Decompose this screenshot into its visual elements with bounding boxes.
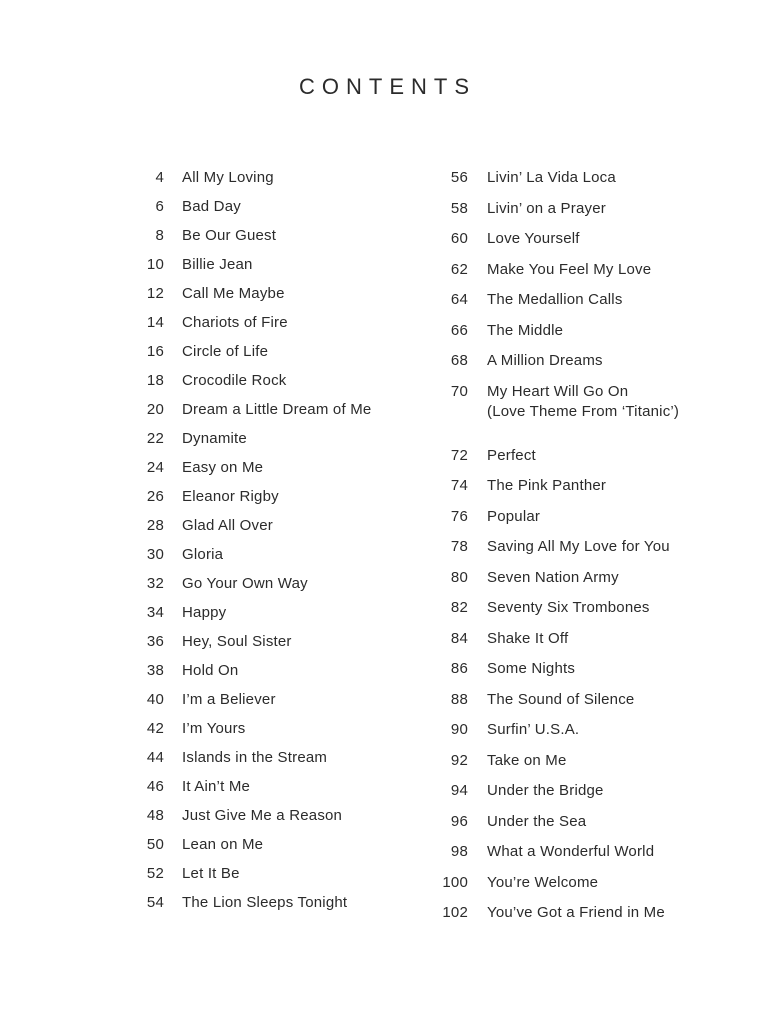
page-title: CONTENTS bbox=[299, 74, 476, 99]
page-number: 22 bbox=[146, 430, 164, 447]
toc-entry bbox=[422, 476, 722, 496]
song-title-text: Dream a Little Dream of Me bbox=[182, 401, 372, 418]
song-title-text: What a Wonderful World bbox=[487, 843, 655, 860]
page-number: 64 bbox=[450, 291, 468, 308]
toc-entry bbox=[126, 777, 406, 797]
toc-entry bbox=[126, 487, 406, 507]
page-number: 34 bbox=[146, 604, 164, 621]
toc-entry bbox=[422, 229, 722, 249]
song-title bbox=[164, 255, 406, 275]
song-title-text: Popular bbox=[487, 507, 541, 525]
page-number: 18 bbox=[146, 372, 164, 389]
toc-entry bbox=[422, 629, 722, 649]
song-title-text: Glad All Over bbox=[182, 517, 273, 534]
song-title bbox=[468, 568, 722, 588]
song-title bbox=[468, 903, 722, 923]
song-title bbox=[468, 351, 722, 371]
toc-entry bbox=[422, 199, 722, 219]
song-title-text: Gloria bbox=[182, 546, 224, 563]
page-number: 52 bbox=[146, 865, 164, 882]
toc-entry bbox=[422, 290, 722, 310]
page-number: 80 bbox=[450, 568, 468, 586]
page-number: 44 bbox=[146, 749, 164, 766]
toc-entry bbox=[422, 598, 722, 618]
song-title-text: I’m a Believer bbox=[182, 691, 276, 708]
song-title bbox=[164, 748, 406, 768]
song-title bbox=[164, 777, 406, 797]
song-title-text: Easy on Me bbox=[182, 459, 264, 476]
toc-entry bbox=[422, 781, 722, 801]
song-title bbox=[164, 545, 406, 565]
toc-entry bbox=[126, 719, 406, 739]
toc-entry bbox=[126, 284, 406, 304]
song-title-text: I’m Yours bbox=[182, 720, 246, 737]
page-number: 14 bbox=[146, 314, 164, 331]
toc-entry bbox=[126, 893, 406, 913]
song-title bbox=[468, 751, 722, 771]
toc-entry bbox=[422, 873, 722, 893]
song-title bbox=[164, 168, 406, 188]
toc-entry bbox=[422, 260, 722, 280]
toc-entry bbox=[126, 458, 406, 478]
song-title-text: The Pink Panther bbox=[487, 477, 607, 494]
page-number: 36 bbox=[146, 633, 164, 650]
song-title bbox=[468, 812, 722, 832]
page-number: 10 bbox=[146, 256, 164, 273]
page-number: 102 bbox=[442, 904, 468, 921]
song-title-text: Let It Be bbox=[182, 865, 240, 882]
song-title-text: Surfin’ U.S.A. bbox=[487, 721, 580, 738]
song-title bbox=[164, 342, 406, 362]
song-title bbox=[468, 476, 722, 496]
page-number: 84 bbox=[450, 629, 468, 647]
toc-entry bbox=[422, 903, 722, 923]
song-title-text: Perfect bbox=[487, 446, 536, 464]
song-title bbox=[164, 371, 406, 391]
song-title-text: Circle of Life bbox=[182, 343, 269, 360]
toc-entry bbox=[126, 574, 406, 594]
song-title bbox=[164, 197, 406, 217]
toc-entry bbox=[126, 313, 406, 333]
song-title-text: Go Your Own Way bbox=[182, 575, 308, 592]
toc-entry bbox=[422, 446, 722, 466]
toc-entry bbox=[422, 321, 722, 341]
page-number: 76 bbox=[450, 507, 468, 525]
song-title-text: Livin’ La Vida Loca bbox=[487, 169, 616, 186]
toc-entry bbox=[126, 255, 406, 275]
toc-entry bbox=[126, 400, 406, 420]
page-number: 42 bbox=[146, 720, 164, 737]
page-number: 8 bbox=[155, 227, 164, 244]
toc-entry bbox=[422, 382, 722, 422]
page-number: 72 bbox=[450, 446, 468, 464]
toc-entry bbox=[422, 751, 722, 771]
song-title-text: You’ve Got a Friend in Me bbox=[487, 904, 665, 921]
song-title-text: You’re Welcome bbox=[487, 873, 599, 891]
song-title-text: Under the Sea bbox=[487, 812, 587, 830]
page-number: 40 bbox=[146, 691, 164, 708]
song-title bbox=[468, 168, 722, 188]
toc-column-right bbox=[422, 168, 722, 934]
song-title-text: All My Loving bbox=[182, 169, 274, 186]
toc-entry bbox=[126, 516, 406, 536]
toc-entry bbox=[422, 351, 722, 371]
page-number: 38 bbox=[146, 662, 164, 679]
song-title bbox=[164, 226, 406, 246]
song-title bbox=[468, 260, 722, 280]
song-title bbox=[164, 429, 406, 449]
song-title bbox=[468, 321, 722, 341]
toc-entry bbox=[422, 568, 722, 588]
song-title-text: Make You Feel My Love bbox=[487, 260, 652, 278]
song-title bbox=[468, 690, 722, 710]
page-number: 98 bbox=[450, 843, 468, 860]
toc-column-left bbox=[126, 168, 406, 922]
song-title-text: My Heart Will Go On bbox=[487, 382, 629, 400]
song-title-text: Be Our Guest bbox=[182, 227, 277, 244]
song-title bbox=[164, 661, 406, 681]
toc-entry bbox=[126, 864, 406, 884]
song-title bbox=[468, 720, 722, 740]
song-title-text: Hey, Soul Sister bbox=[182, 633, 292, 650]
page-number: 20 bbox=[146, 401, 164, 418]
song-title-text: Billie Jean bbox=[182, 256, 253, 273]
song-title bbox=[468, 382, 722, 422]
page-number: 54 bbox=[146, 894, 164, 911]
song-title-text: Call Me Maybe bbox=[182, 285, 285, 302]
song-title bbox=[468, 199, 722, 219]
song-title-text: Under the Bridge bbox=[487, 782, 604, 799]
page-number: 26 bbox=[146, 488, 164, 505]
song-title bbox=[468, 446, 722, 466]
song-title bbox=[468, 873, 722, 893]
page-number: 32 bbox=[146, 575, 164, 592]
song-title-text: A Million Dreams bbox=[487, 352, 603, 369]
song-title-text: The Medallion Calls bbox=[487, 291, 623, 308]
page-number: 50 bbox=[146, 836, 164, 853]
song-title-text: Eleanor Rigby bbox=[182, 488, 279, 505]
toc-entry bbox=[126, 632, 406, 652]
page-number: 82 bbox=[450, 599, 468, 616]
page-number: 62 bbox=[450, 260, 468, 278]
toc-entry bbox=[126, 371, 406, 391]
page-number: 92 bbox=[450, 751, 468, 769]
toc-entry bbox=[422, 842, 722, 862]
page-number: 96 bbox=[450, 812, 468, 830]
toc-entry bbox=[126, 429, 406, 449]
page-number: 30 bbox=[146, 546, 164, 563]
song-title bbox=[164, 487, 406, 507]
song-title bbox=[164, 719, 406, 739]
song-title bbox=[468, 229, 722, 249]
toc-entry bbox=[126, 197, 406, 217]
page-number: 70 bbox=[450, 382, 468, 400]
toc-entry bbox=[422, 659, 722, 679]
toc-entry bbox=[126, 545, 406, 565]
page-number: 94 bbox=[450, 782, 468, 799]
song-title-text: The Middle bbox=[487, 321, 564, 339]
page-number: 90 bbox=[450, 721, 468, 738]
page-number: 48 bbox=[146, 807, 164, 824]
song-title-text: Islands in the Stream bbox=[182, 749, 328, 766]
page-number: 16 bbox=[146, 343, 164, 360]
song-title bbox=[468, 537, 722, 557]
song-title bbox=[164, 893, 406, 913]
toc-entry bbox=[126, 342, 406, 362]
song-title-text: The Lion Sleeps Tonight bbox=[182, 894, 348, 911]
page-number: 4 bbox=[155, 169, 164, 186]
song-title bbox=[164, 632, 406, 652]
song-title bbox=[468, 781, 722, 801]
toc-entry bbox=[422, 168, 722, 188]
song-title bbox=[164, 690, 406, 710]
toc-entry bbox=[422, 507, 722, 527]
song-title bbox=[164, 864, 406, 884]
toc-entry bbox=[422, 812, 722, 832]
song-title-text: Dynamite bbox=[182, 430, 247, 447]
song-title-text: Some Nights bbox=[487, 660, 576, 677]
page-number: 100 bbox=[442, 873, 468, 891]
song-title-text: Livin’ on a Prayer bbox=[487, 199, 606, 217]
song-title bbox=[164, 806, 406, 826]
page-number: 86 bbox=[450, 660, 468, 677]
toc-entry bbox=[126, 168, 406, 188]
page-number: 56 bbox=[450, 169, 468, 186]
song-title bbox=[164, 458, 406, 478]
song-title bbox=[164, 574, 406, 594]
song-title-text: Hold On bbox=[182, 662, 239, 679]
page-number: 6 bbox=[155, 198, 164, 215]
song-subtitle: (Love Theme From ‘Titanic’) bbox=[487, 402, 680, 420]
toc-entry bbox=[126, 603, 406, 623]
song-title-text: Seven Nation Army bbox=[487, 568, 619, 586]
page-number: 68 bbox=[450, 352, 468, 369]
song-title bbox=[164, 313, 406, 333]
page-number: 12 bbox=[146, 285, 164, 302]
page-number: 74 bbox=[450, 477, 468, 494]
song-title-text: Saving All My Love for You bbox=[487, 538, 670, 555]
page-number: 46 bbox=[146, 778, 164, 795]
song-title-text: Lean on Me bbox=[182, 836, 264, 853]
song-title bbox=[468, 842, 722, 862]
song-title-text: The Sound of Silence bbox=[487, 690, 635, 708]
toc-entry bbox=[422, 690, 722, 710]
page-number: 24 bbox=[146, 459, 164, 476]
song-title-text: Just Give Me a Reason bbox=[182, 807, 343, 824]
song-title-text: Crocodile Rock bbox=[182, 372, 287, 389]
toc-entry bbox=[126, 226, 406, 246]
song-title bbox=[468, 629, 722, 649]
page-number: 58 bbox=[450, 199, 468, 217]
page-number: 78 bbox=[450, 538, 468, 555]
song-title bbox=[164, 835, 406, 855]
page-number: 60 bbox=[450, 230, 468, 247]
song-title-text: It Ain’t Me bbox=[182, 778, 251, 795]
song-title-text: Shake It Off bbox=[487, 629, 569, 647]
song-title-text: Bad Day bbox=[182, 198, 241, 215]
toc-entry bbox=[422, 720, 722, 740]
toc-entry bbox=[126, 806, 406, 826]
song-title bbox=[164, 284, 406, 304]
song-title bbox=[164, 400, 406, 420]
page-number: 88 bbox=[450, 690, 468, 708]
song-title bbox=[468, 507, 722, 527]
song-title-text: Take on Me bbox=[487, 751, 567, 769]
song-title-text: Chariots of Fire bbox=[182, 314, 288, 331]
toc-entry bbox=[422, 537, 722, 557]
song-title-text: Happy bbox=[182, 604, 227, 621]
toc-entry bbox=[126, 835, 406, 855]
page-number: 66 bbox=[450, 321, 468, 339]
toc-entry bbox=[126, 661, 406, 681]
song-title bbox=[468, 598, 722, 618]
toc-entry bbox=[126, 748, 406, 768]
song-title bbox=[164, 603, 406, 623]
song-title bbox=[468, 290, 722, 310]
page-number: 28 bbox=[146, 517, 164, 534]
song-title-text: Love Yourself bbox=[487, 230, 580, 247]
song-title bbox=[164, 516, 406, 536]
song-title bbox=[468, 659, 722, 679]
song-title-text: Seventy Six Trombones bbox=[487, 599, 650, 616]
toc-entry bbox=[126, 690, 406, 710]
